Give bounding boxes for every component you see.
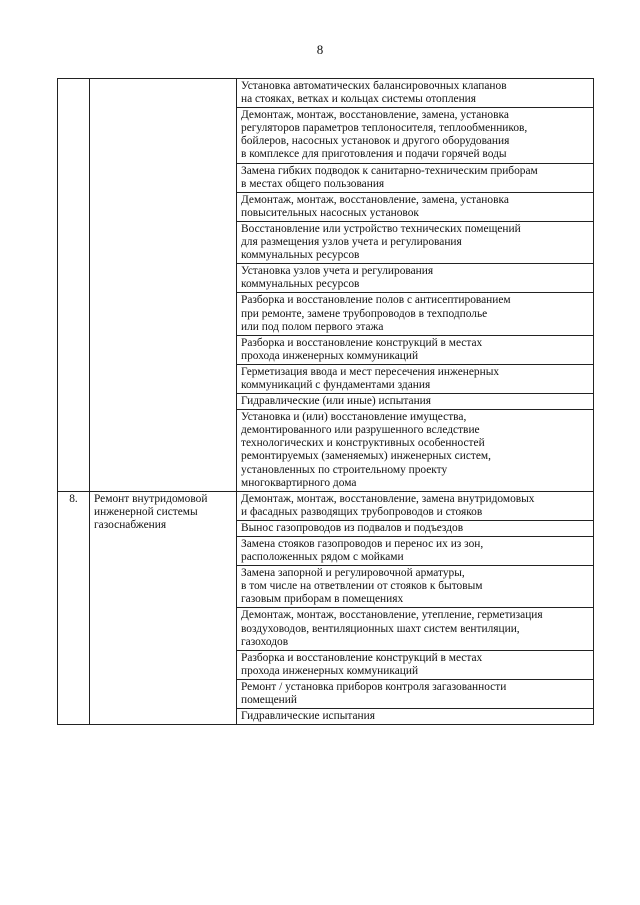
work-text-line: газовым приборам в помещениях — [241, 593, 404, 606]
work-cell — [237, 293, 594, 335]
work-text-line: Ремонт / установка приборов контроля загазованности — [241, 680, 507, 693]
work-cell — [237, 709, 594, 725]
work-text-line: Демонтаж, монтаж, восстановление, замена, установка — [241, 193, 509, 206]
work-cell — [237, 520, 594, 536]
work-cell — [237, 491, 594, 520]
work-text-line: демонтированного или разрушенного вследствие — [241, 424, 480, 437]
section-title-cell — [90, 79, 237, 492]
work-cell — [237, 335, 594, 364]
work-text-line: Разборка и восстановление конструкций в местах — [241, 336, 483, 349]
work-text-line: Замена стояков газопроводов и перенос их из зон, — [241, 538, 484, 550]
table-row — [58, 491, 594, 520]
work-text-line: в местах общего пользования — [241, 177, 385, 190]
work-text-line: при ремонте, замене трубопроводов в техподполье — [241, 307, 488, 320]
work-cell — [237, 410, 594, 492]
work-cell — [237, 163, 594, 192]
work-text-line: ремонтируемых (заменяемых) инженерных систем, — [241, 450, 491, 463]
work-text-line: Восстановление или устройство технических помещений — [241, 222, 521, 235]
work-text-line: и фасадных разводящих трубопроводов и стояков — [241, 505, 483, 518]
number-cell — [58, 79, 90, 492]
work-text-line: Разборка и восстановление конструкций в местах — [241, 651, 483, 664]
work-text-line: регуляторов параметров теплоносителя, теплообменников, — [241, 122, 528, 135]
work-cell — [237, 394, 594, 410]
section-title-line: инженерной системы — [94, 505, 198, 518]
work-text-line: помещений — [241, 694, 297, 707]
work-cell — [237, 108, 594, 163]
work-text-line: установленных по строительному проекту — [241, 463, 448, 476]
work-cell — [237, 192, 594, 221]
work-text-line: на стояках, ветках и кольцах системы отопления — [241, 93, 477, 106]
work-text-line: Установка автоматических балансировочных клапанов — [241, 80, 507, 92]
work-cell — [237, 221, 594, 263]
work-text-line: Замена запорной и регулировочной арматуры, — [241, 567, 465, 580]
work-text-line: расположенных рядом с мойками — [241, 551, 404, 564]
work-text-line: коммунальных ресурсов — [241, 278, 360, 291]
section-title-cell — [90, 491, 237, 725]
work-text-line: Демонтаж, монтаж, восстановление, замена внутридомовых — [241, 492, 535, 505]
work-cell — [237, 608, 594, 650]
work-text-line: прохода инженерных коммуникаций — [241, 349, 419, 362]
section-number-cell: 8. — [58, 491, 90, 725]
work-text-line: или под полом первого этажа — [241, 320, 384, 333]
section-title-line: газоснабжения — [94, 518, 167, 531]
page-number: 8 — [316, 42, 324, 57]
work-text-line: в том числе на ответвлении от стояков к бытовым — [241, 580, 483, 593]
work-cell — [237, 679, 594, 708]
work-text-line: бойлеров, насосных установок и другого оборудования — [241, 135, 510, 148]
work-text-line: Установка и (или) восстановление имущества, — [241, 411, 467, 424]
work-text-line: Герметизация ввода и мест пересечения инженерных — [241, 365, 500, 378]
work-cell — [237, 264, 594, 293]
work-text-line: многоквартирного дома — [241, 476, 357, 489]
work-text-line: коммунальных ресурсов — [241, 249, 360, 262]
work-text-line: Вынос газопроводов из подвалов и подъездов — [241, 521, 464, 534]
work-text-line: Гидравлические (или иные) испытания — [241, 395, 432, 408]
work-cell — [237, 537, 594, 566]
work-text-line: Замена гибких подводок к санитарно-техническим приборам — [241, 164, 538, 177]
section-title-line: Ремонт внутридомовой — [94, 492, 208, 505]
work-cell — [237, 364, 594, 393]
work-cell — [237, 650, 594, 679]
work-text-line: воздуховодов, вентиляционных шахт систем вентиляции, — [241, 622, 520, 635]
work-text-line: газоходов — [241, 635, 289, 648]
works-table — [57, 78, 594, 725]
work-text-line: Гидравлические испытания — [241, 710, 375, 723]
work-text-line: повысительных насосных установок — [241, 206, 419, 219]
work-text-line: Демонтаж, монтаж, восстановление, замена, установка — [241, 109, 509, 122]
work-text-line: Разборка и восстановление полов с антисептированием — [241, 294, 511, 307]
work-cell — [237, 79, 594, 108]
work-text-line: прохода инженерных коммуникаций — [241, 664, 419, 677]
work-cell — [237, 566, 594, 608]
work-text-line: Установка узлов учета и регулирования — [241, 265, 434, 278]
work-text-line: технологических и конструктивных особенностей — [241, 437, 485, 450]
work-text-line: в комплексе для приготовления и подачи горячей воды — [241, 148, 507, 161]
work-text-line: Демонтаж, монтаж, восстановление, утепление, герметизация — [241, 609, 543, 622]
work-text-line: для размещения узлов учета и регулирования — [241, 236, 462, 249]
table-row — [58, 79, 594, 108]
work-text-line: коммуникаций с фундаментами здания — [241, 378, 431, 391]
